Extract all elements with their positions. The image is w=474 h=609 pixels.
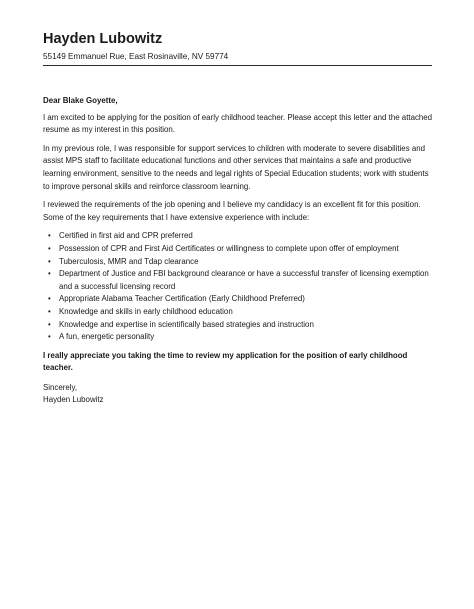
bullet-icon: • [48,319,51,329]
requirement-text: Certified in first aid and CPR preferred [59,231,193,241]
list-item [48,256,435,269]
salutation: Dear Blake Goyette, [43,96,118,105]
closing-statement: I really appreciate you taking the time to review my application for the position of early childhood teacher. [43,350,408,373]
list-item [48,293,435,306]
requirement-text: Tuberculosis, MMR and Tdap clearance [59,256,199,266]
bullet-icon: • [48,269,51,279]
list-item [48,306,435,319]
requirement-text: Department of Justice and FBI background clearance or have a successful transfer of licensing exemption and a successful licensing record [59,269,429,291]
requirement-text: Knowledge and skills in early childhood education [59,306,233,316]
header-divider [43,65,432,66]
bullet-icon: • [48,243,51,253]
sender-address: 55149 Emmanuel Rue, East Rosinaville, NV 59774 [43,52,229,61]
bullet-icon: • [48,231,51,241]
requirement-text: Knowledge and expertise in scientifically based strategies and instruction [59,319,314,329]
requirements-list [43,230,435,343]
paragraph-intro: I am excited to be applying for the position of early childhood teacher. Please accept this letter and the attached resume as my interest in this position. [43,112,433,135]
letter-header [43,30,432,62]
list-item [48,319,435,332]
bullet-icon: • [48,332,51,342]
bullet-icon: • [48,306,51,316]
requirement-text: Appropriate Alabama Teacher Certification (Early Childhood Preferred) [59,294,305,304]
bullet-icon: • [48,294,51,304]
requirement-text: Possession of CPR and First Aid Certificates or willingness to complete upon offer of employment [59,243,399,253]
paragraph-requirements-intro: I reviewed the requirements of the job opening and I believe my candidacy is an excellent fit for this position. Some of the key requirements that I have extensive experience with include: [43,200,421,222]
signoff: Sincerely, [43,382,78,392]
paragraph-experience: In my previous role, I was responsible for support services to children with moderate to severe disabilities and assist MPS staff to facilitate educational functions and other services that maintains a safe and productive learning environment, sensitive to the needs and legal rights of Special Education students; work with students to improve personal skills and reinforce classroom learning. [43,143,429,191]
sender-name: Hayden Lubowitz [43,31,163,47]
list-item [48,230,435,243]
letter-body [43,95,435,407]
list-item [48,243,435,256]
bullet-icon: • [48,256,51,266]
requirement-text: A fun, energetic personality [59,332,155,342]
list-item [48,331,435,344]
signature-name: Hayden Lubowitz [43,395,104,405]
list-item [48,268,435,293]
